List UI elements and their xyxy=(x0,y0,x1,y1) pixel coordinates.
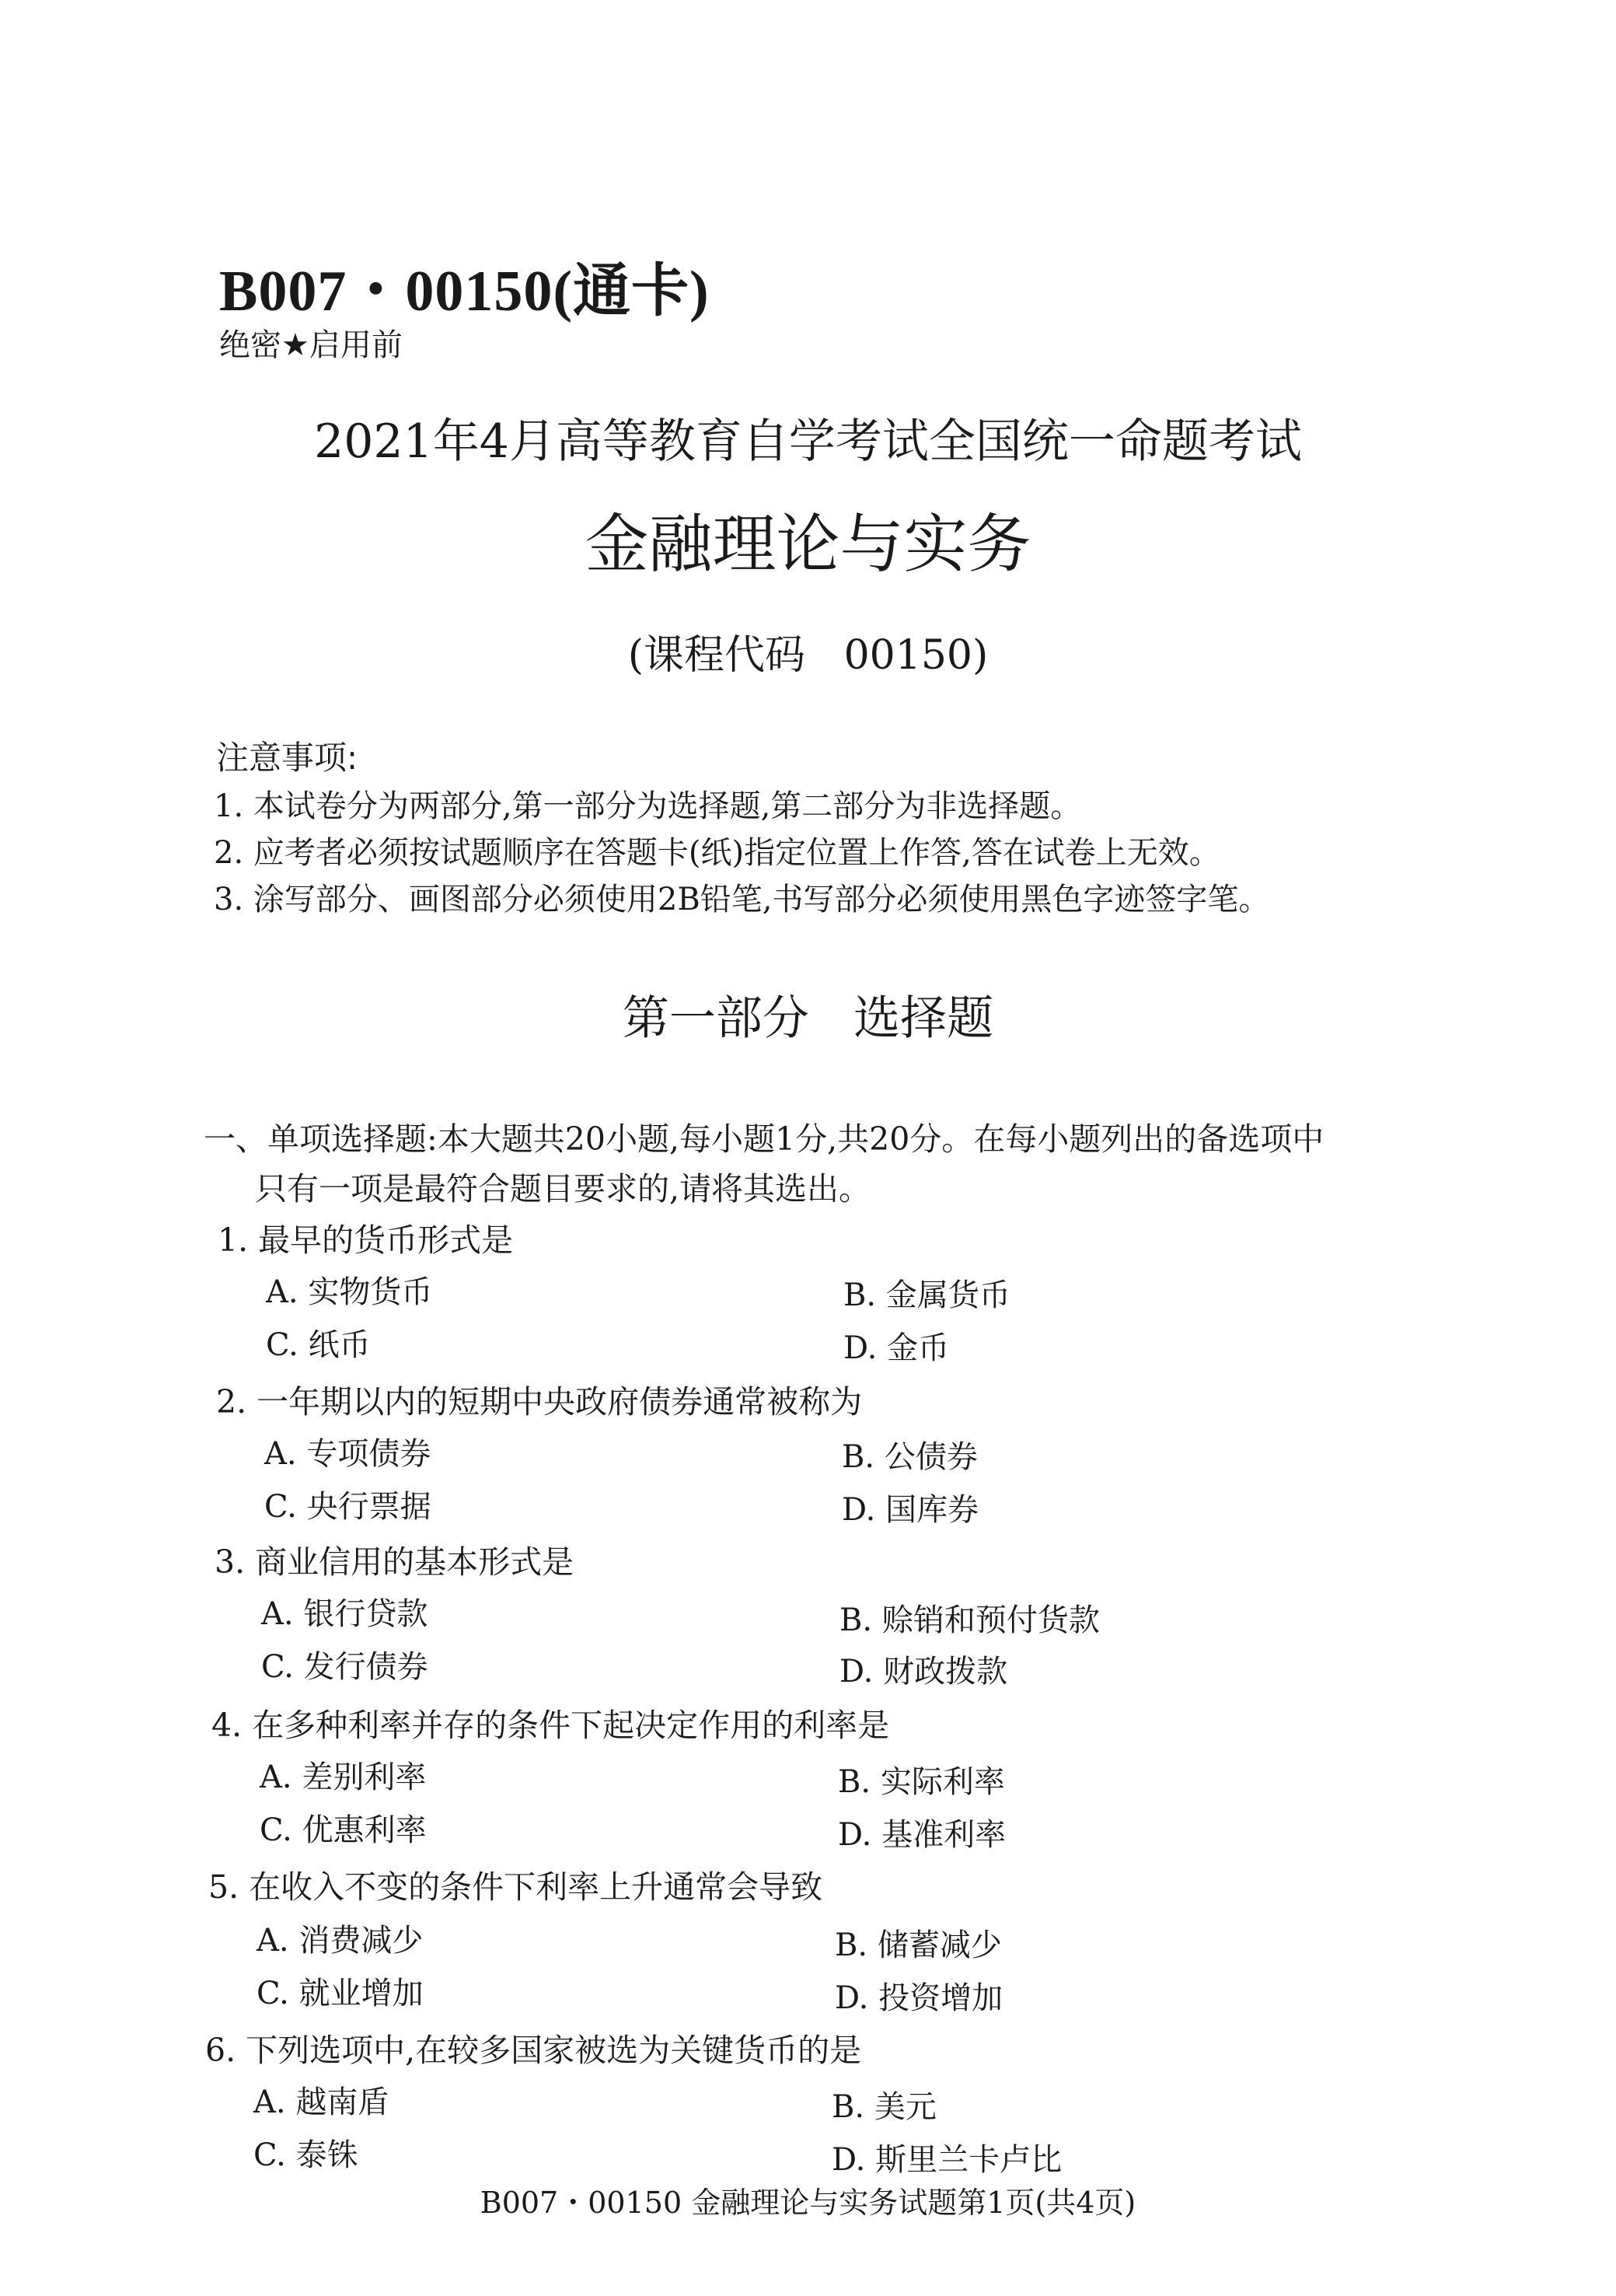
question-stem: 6. 下列选项中,在较多国家被选为关键货币的是 xyxy=(205,2032,862,2069)
section-title: 第一部分 选择题 xyxy=(622,991,994,1046)
question-stem: 2. 一年期以内的短期中央政府债券通常被称为 xyxy=(216,1383,863,1421)
option-a: A. 越南盾 xyxy=(253,2085,389,2120)
option-d: D. 斯里兰卡卢比 xyxy=(832,2142,1063,2178)
option-d: D. 国库券 xyxy=(842,1492,979,1528)
option-c: C. 纸币 xyxy=(266,1327,371,1363)
secret-mark: 绝密★启用前 xyxy=(219,327,403,363)
note-item: 1. 本试卷分为两部分,第一部分为选择题,第二部分为非选择题。 xyxy=(214,788,1082,824)
instruction-line: 一、单项选择题:本大题共20小题,每小题1分,共20分。在每小题列出的备选项中 xyxy=(204,1120,1325,1158)
option-c: C. 优惠利率 xyxy=(260,1812,427,1848)
question-stem: 4. 在多种利率并存的条件下起决定作用的利率是 xyxy=(211,1707,890,1744)
notes-title: 注意事项: xyxy=(216,739,358,777)
option-b: B. 实际利率 xyxy=(838,1764,1005,1800)
question-stem: 5. 在收入不变的条件下利率上升通常会导致 xyxy=(208,1868,823,1906)
option-d: D. 投资增加 xyxy=(835,1980,1003,2016)
option-c: C. 就业增加 xyxy=(257,1976,424,2011)
page-footer: B007・00150 金融理论与实务试题第1页(共4页) xyxy=(480,2186,1136,2220)
option-d: D. 基准利率 xyxy=(838,1817,1007,1853)
course-code: (课程代码 00150) xyxy=(627,632,989,679)
option-c: C. 央行票据 xyxy=(264,1489,431,1525)
option-a: A. 消费减少 xyxy=(257,1923,424,1959)
option-b: B. 储蓄减少 xyxy=(835,1927,1002,1963)
option-d: D. 财政拨款 xyxy=(839,1654,1008,1690)
option-b: B. 美元 xyxy=(832,2089,937,2125)
option-b: B. 赊销和预付货款 xyxy=(839,1602,1100,1638)
note-item: 3. 涂写部分、画图部分必须使用2B铅笔,书写部分必须使用黑色字迹签字笔。 xyxy=(214,882,1270,917)
course-name: 金融理论与实务 xyxy=(585,508,1031,582)
option-c: C. 发行债券 xyxy=(261,1649,428,1685)
question-stem: 3. 商业信用的基本形式是 xyxy=(215,1543,574,1581)
paper-code: B007・00150(通卡) xyxy=(219,260,710,323)
option-b: B. 公债券 xyxy=(842,1439,978,1475)
option-a: A. 银行贷款 xyxy=(261,1596,428,1632)
note-item: 2. 应考者必须按试题顺序在答题卡(纸)指定位置上作答,答在试卷上无效。 xyxy=(214,835,1220,871)
instruction-line: 只有一项是最符合题目要求的,请将其选出。 xyxy=(255,1170,871,1207)
option-d: D. 金币 xyxy=(843,1330,950,1366)
option-a: A. 实物货币 xyxy=(266,1274,433,1310)
option-a: A. 专项债券 xyxy=(264,1436,431,1472)
exam-title: 2021年4月高等教育自学考试全国统一命题考试 xyxy=(314,414,1302,469)
option-a: A. 差别利率 xyxy=(260,1760,427,1795)
option-b: B. 金属货币 xyxy=(843,1277,1010,1313)
question-stem: 1. 最早的货币形式是 xyxy=(218,1221,514,1259)
option-c: C. 泰铢 xyxy=(253,2137,358,2173)
